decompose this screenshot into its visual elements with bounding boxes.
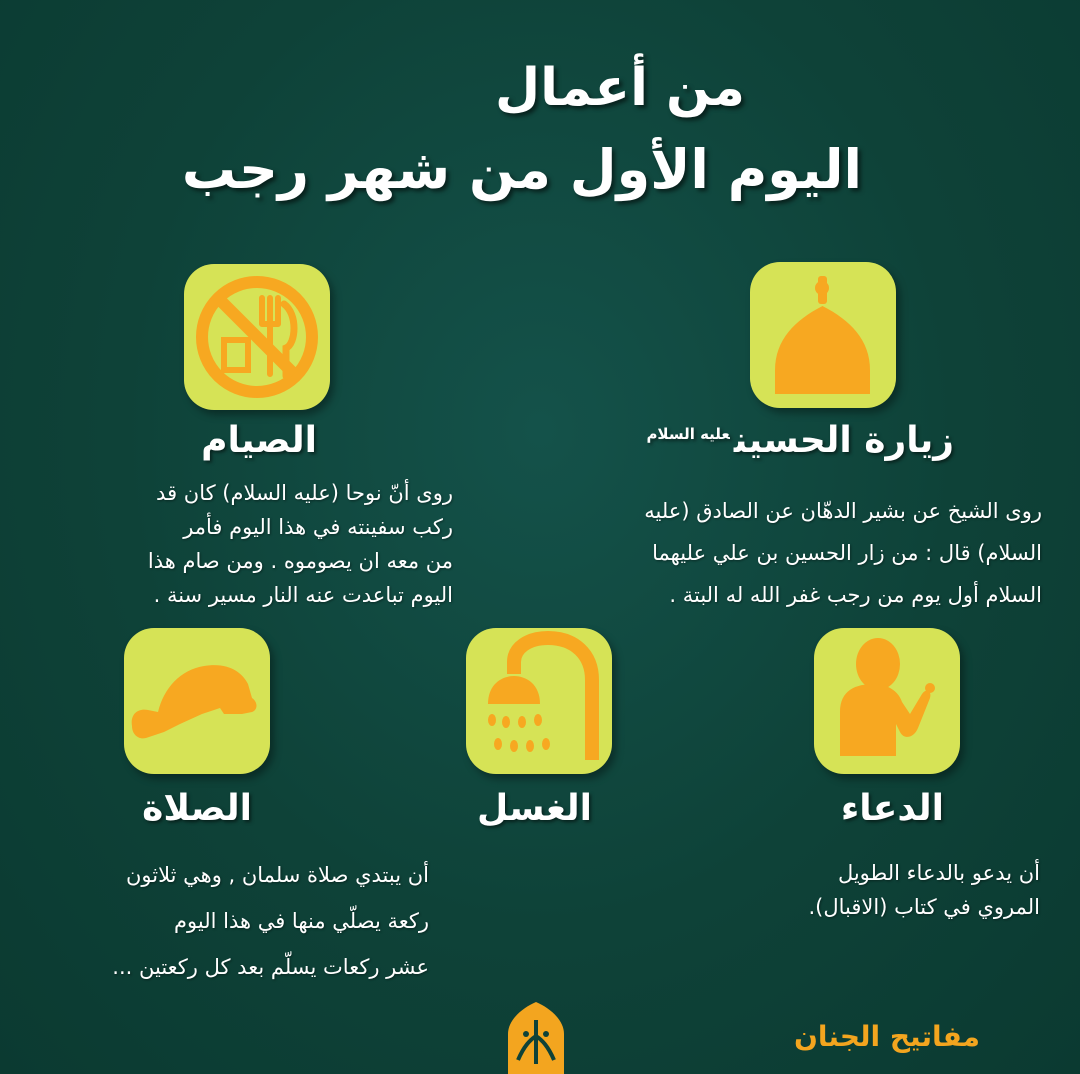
ghusl-icon-box <box>466 628 612 774</box>
ziyara-heading-text: زيارة الحسين <box>733 420 954 461</box>
siyam-line: من معه ان يصوموه . ومن صام هذا <box>147 549 453 573</box>
ziyara-icon-box <box>750 262 896 408</box>
siyam-line: روى أنّ نوحا (عليه السلام) كان قد <box>156 481 453 505</box>
siyam-heading: الصيام <box>201 420 317 461</box>
ziyara-body <box>512 490 1042 616</box>
salat-line: عشر ركعات يسلّم بعد كل ركعتين ... <box>112 955 429 979</box>
dua-line: المروي في كتاب (الاقبال). <box>808 895 1040 919</box>
brand-name: مفاتيح الجنان <box>793 1020 980 1053</box>
dua-body <box>700 856 1040 924</box>
ziyara-line: السلام أول يوم من رجب غفر الله له البتة . <box>669 583 1042 607</box>
ziyara-line: روى الشيخ عن بشير الدهّان عن الصادق (عليه <box>644 499 1042 523</box>
praying-hands-icon <box>814 628 960 774</box>
honorific-text: عليه السلام <box>646 425 730 443</box>
page-title-line1: من أعمال <box>495 58 745 118</box>
ziyara-heading <box>646 420 954 461</box>
salat-line: أن يبتدي صلاة سلمان , وهي ثلاثون <box>125 863 429 887</box>
mafatih-logo-icon <box>500 1000 572 1074</box>
salat-heading: الصلاة <box>142 788 252 829</box>
prostration-icon <box>124 628 270 774</box>
dua-line: أن يدعو بالدعاء الطويل <box>837 861 1040 885</box>
dua-heading: الدعاء <box>840 788 944 829</box>
ghusl-heading: الغسل <box>477 788 592 829</box>
siyam-body <box>45 476 453 612</box>
dua-icon-box <box>814 628 960 774</box>
salat-body <box>14 852 429 990</box>
salat-icon-box <box>124 628 270 774</box>
salat-line: ركعة يصلّي منها في هذا اليوم <box>174 909 429 933</box>
dome-icon <box>750 262 896 408</box>
ziyara-line: السلام) قال : من زار الحسين بن علي عليهما <box>652 541 1042 565</box>
shower-icon <box>466 628 612 774</box>
siyam-icon-box <box>184 264 330 410</box>
siyam-line: ركب سفينته في هذا اليوم فأمر <box>183 515 453 539</box>
page-title-line2: اليوم الأول من شهر رجب <box>181 138 862 201</box>
no-eating-icon <box>184 264 330 410</box>
siyam-line: اليوم تباعدت عنه النار مسير سنة . <box>153 583 453 607</box>
